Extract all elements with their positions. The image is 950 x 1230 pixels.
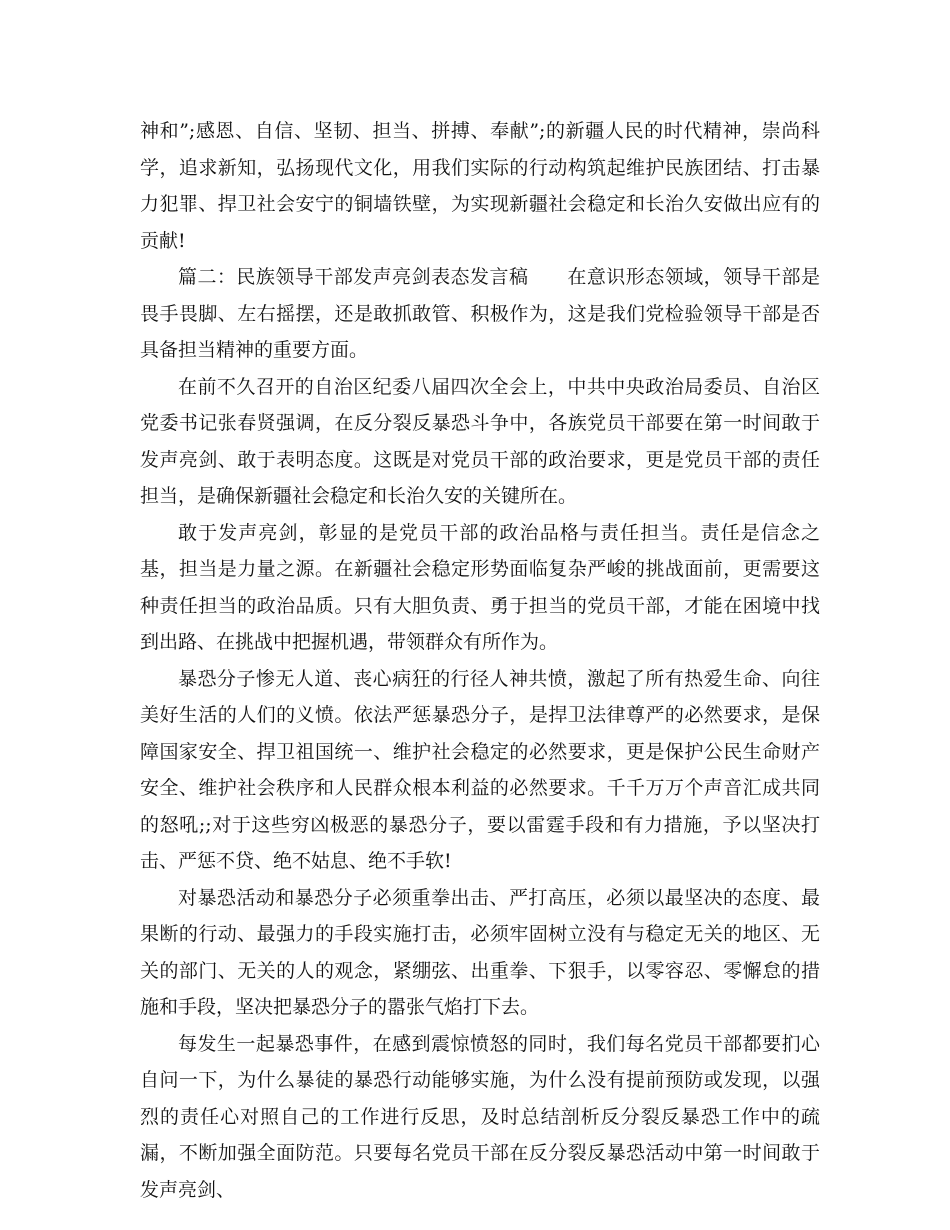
paragraph: 暴恐分子惨无人道、丧心病狂的行径人神共愤，激起了所有热爱生命、向往美好生活的人们的义愤。依法严惩暴恐分子，是捍卫法律尊严的必然要求，是保障国家安全、捍卫祖国统一、维护社会稳定的必然要求，更是保护公民生命财产安全、维护社会秩序和人民群众根本利益的必然要求。千千万万个声音汇成共同的怒吼;;对于这些穷凶极恶的暴恐分子，要以雷霆手段和有力措施，予以坚决打击、严惩不贷、绝不姑息、绝不手软!	[140, 667, 820, 872]
paragraph-section-two-intro: 篇二：民族领导干部发声亮剑表态发言稿 在意识形态领域，领导干部是畏手畏脚、左右摇摆，还是敢抓敢管、积极作为，这是我们党检验领导干部是否具备担当精神的重要方面。	[140, 266, 820, 361]
paragraph: 敢于发声亮剑，彰显的是党员干部的政治品格与责任担当。责任是信念之基，担当是力量之源。在新疆社会稳定形势面临复杂严峻的挑战面前，更需要这种责任担当的政治品质。只有大胆负责、勇于担当的党员干部，才能在困境中找到出路、在挑战中把握机遇，带领群众有所作为。	[140, 521, 820, 653]
document-body	[140, 113, 820, 1208]
paragraph-continued: 神和”;感恩、自信、坚韧、担当、拼搏、奉献”;的新疆人民的时代精神，崇尚科学，追求新知，弘扬现代文化，用我们实际的行动构筑起维护民族团结、打击暴力犯罪、捍卫社会安宁的铜墙铁壁，为实现新疆社会稳定和长治久安做出应有的贡献!	[140, 120, 820, 252]
paragraph: 对暴恐活动和暴恐分子必须重拳出击、严打高压，必须以最坚决的态度、最果断的行动、最强力的手段实施打击，必须牢固树立没有与稳定无关的地区、无关的部门、无关的人的观念，紧绷弦、出重拳、下狠手，以零容忍、零懈怠的措施和手段，坚决把暴恐分子的嚣张气焰打下去。	[140, 886, 820, 1018]
paragraph: 每发生一起暴恐事件，在感到震惊愤怒的同时，我们每名党员干部都要扪心自问一下，为什么暴徒的暴恐行动能够实施，为什么没有提前预防或发现，以强烈的责任心对照自己的工作进行反思，及时总结剖析反分裂反暴恐工作中的疏漏，不断加强全面防范。只要每名党员干部在反分裂反暴恐活动中第一时间敢于发声亮剑、	[140, 1032, 820, 1201]
paragraph: 在前不久召开的自治区纪委八届四次全会上，中共中央政治局委员、自治区党委书记张春贤强调，在反分裂反暴恐斗争中，各族党员干部要在第一时间敢于发声亮剑、敢于表明态度。这既是对党员干部的政治要求，更是党员干部的责任担当，是确保新疆社会稳定和长治久安的关键所在。	[140, 375, 820, 507]
